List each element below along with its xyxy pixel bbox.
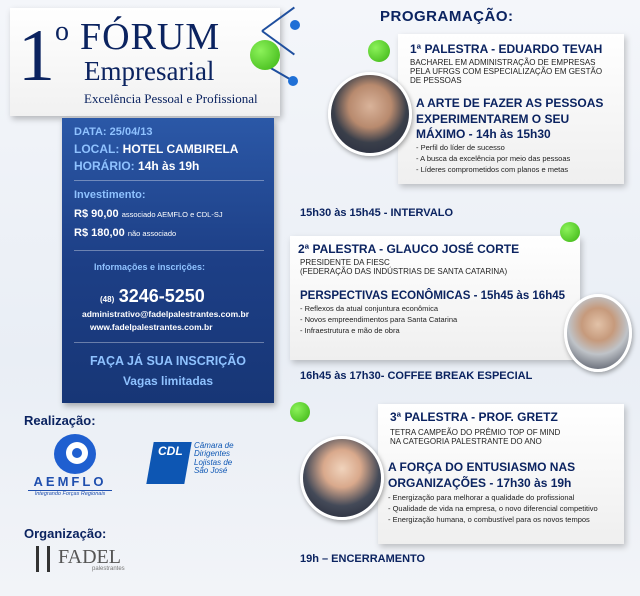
- cdl-logo: [150, 440, 260, 488]
- event-subtitle: Empresarial: [84, 56, 215, 86]
- location-row: LOCAL: HOTEL CAMBIRELA: [74, 142, 239, 156]
- talk1-title: A ARTE DE FAZER AS PESSOAS EXPERIMENTAREM O SEU MÁXIMO - 14h às 15h30: [416, 96, 604, 142]
- event-info-panel: [62, 118, 274, 403]
- edition-number: 1$^o$: [18, 15, 69, 97]
- talk2-speaker: 2ª PALESTRA - GLAUCO JOSÉ CORTE: [298, 242, 520, 256]
- coffee-break-slot: 16h45 às 17h30- COFFEE BREAK ESPECIAL: [300, 370, 533, 382]
- talk2-title: PERSPECTIVAS ECONÔMICAS - 15h45 às 16h45: [300, 290, 566, 302]
- talk2-topics: - Reflexos da atual conjuntura econômica - Novos empreendimentos para Santa Catarina - Infraestrutura e mão de obra: [300, 304, 457, 337]
- blue-dot-icon: [288, 76, 298, 86]
- blue-dot-icon: [290, 20, 300, 30]
- fadel-sub: palestrantes: [92, 566, 125, 572]
- speaker-photo-tevah: [328, 72, 412, 156]
- aemflo-tagline: Integrando Forças Regionais: [28, 490, 112, 497]
- green-sphere-icon: [560, 222, 580, 242]
- talk3-title: A FORÇA DO ENTUSIASMO NAS ORGANIZAÇÕES - 17h30 às 19h: [388, 460, 576, 490]
- talk1-speaker: 1ª PALESTRA - EDUARDO TEVAH: [410, 42, 603, 56]
- phone-number[interactable]: (48) 3246-5250: [100, 286, 205, 306]
- divider: [74, 180, 264, 181]
- aemflo-emblem-dot: [72, 448, 82, 458]
- fadel-name: FADEL: [58, 546, 121, 568]
- contact-email[interactable]: administrativo@fadelpalestrantes.com.br: [82, 309, 250, 319]
- talk2-description: PRESIDENTE DA FIESC (FEDERAÇÃO DAS INDÚSTRIAS DE SANTA CATARINA): [300, 258, 508, 277]
- green-sphere-icon: [250, 40, 280, 70]
- website-link[interactable]: www.fadelpalestrantes.com.br: [90, 322, 213, 332]
- organizacao-label: Organização:: [24, 526, 107, 541]
- speaker-photo-corte: [564, 294, 632, 372]
- talk1-topics: - Perfil do líder de sucesso - A busca da excelência por meio das pessoas - Líderes comprometidos com planos e metas: [416, 143, 570, 176]
- investment-label: Investimento:: [74, 189, 146, 201]
- closing-slot: 19h – ENCERRAMENTO: [300, 553, 426, 565]
- price-associate: R$ 90,00 associado AEMFLO e CDL-SJ: [74, 208, 223, 220]
- talk3-topics: - Energização para melhorar a qualidade do profissional - Qualidade de vida na empresa, o novo diferencial competitivo - Energização humana, o combustível para os novos tempos: [388, 493, 598, 526]
- talk3-description: TETRA CAMPEÃO DO PRÊMIO TOP OF MIND NA CATEGORIA PALESTRANTE DO ANO: [390, 428, 561, 447]
- aemflo-logo: [24, 434, 116, 500]
- divider: [74, 342, 264, 343]
- event-title: FÓRUM: [80, 16, 221, 58]
- contact-label: Informações e inscrições:: [94, 262, 206, 272]
- fadel-emblem-icon: [36, 546, 50, 572]
- talk3-speaker: 3ª PALESTRA - PROF. GRETZ: [390, 410, 558, 424]
- program-title: PROGRAMAÇÃO:: [380, 8, 514, 25]
- fadel-logo: [34, 544, 134, 574]
- speaker-photo-gretz: [300, 436, 384, 520]
- date-row: DATA: 25/04/13: [74, 126, 153, 138]
- price-nonassociate: R$ 180,00 não associado: [74, 227, 177, 239]
- cdl-name: CDL: [158, 444, 183, 458]
- green-sphere-icon: [290, 402, 310, 422]
- divider: [74, 250, 264, 251]
- cdl-full-name: Câmara de Dirigentes Lojistas de São José: [194, 441, 234, 476]
- interval-slot: 15h30 às 15h45 - INTERVALO: [300, 207, 454, 219]
- realizacao-label: Realização:: [24, 413, 96, 428]
- register-cta[interactable]: FAÇA JÁ SUA INSCRIÇÃO: [89, 354, 247, 368]
- limited-spots-note: Vagas limitadas: [122, 374, 214, 388]
- talk1-description: BACHAREL EM ADMINISTRAÇÃO DE EMPRESAS PELA UFRGS COM ESPECIALIZAÇÃO EM GESTÃO DE PESSOAS: [410, 58, 603, 86]
- time-row: HORÁRIO: 14h às 19h: [74, 159, 200, 173]
- green-sphere-icon: [368, 40, 390, 62]
- aemflo-name: AEMFLO: [33, 474, 107, 489]
- event-tagline: Excelência Pessoal e Profissional: [84, 91, 258, 106]
